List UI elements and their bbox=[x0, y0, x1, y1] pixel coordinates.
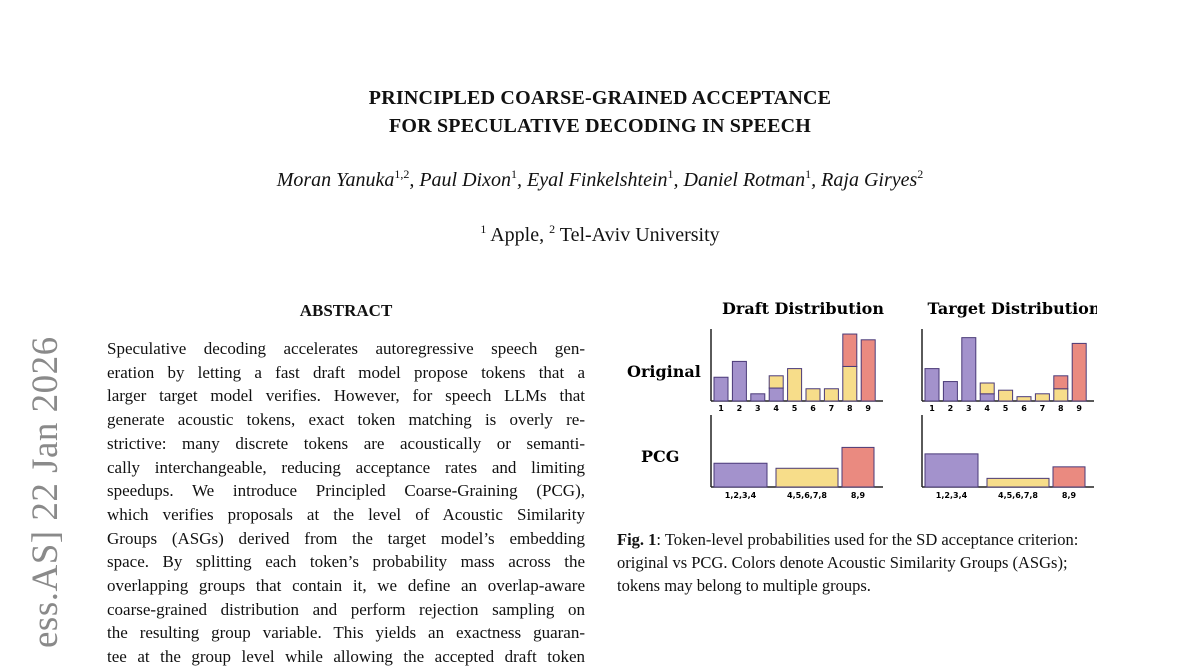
panel-title: Target Distribution bbox=[927, 299, 1097, 318]
abstract-line: Groups (ASGs) derived from the target model’s embedding bbox=[107, 528, 585, 548]
tick-label: 2 bbox=[947, 404, 954, 413]
bar-segment bbox=[999, 390, 1013, 401]
figure-1-chart bbox=[617, 295, 1097, 505]
bar-segment bbox=[751, 394, 765, 401]
affiliation-mark: 1 bbox=[480, 222, 487, 236]
abstract-line: tee at the group level while allowing the accepted draft token bbox=[107, 647, 585, 667]
bar-segment bbox=[732, 361, 746, 401]
tick-label: 4 bbox=[773, 404, 779, 413]
group-bar bbox=[1053, 467, 1085, 487]
group-tick-label: 4,5,6,7,8 bbox=[787, 491, 827, 500]
row-label-original: Original bbox=[627, 362, 701, 381]
group-bar bbox=[842, 447, 874, 487]
title-line-1: PRINCIPLED COARSE-GRAINED ACCEPTANCE bbox=[368, 87, 832, 109]
tick-label: 9 bbox=[1076, 404, 1082, 413]
group-tick-label: 4,5,6,7,8 bbox=[998, 491, 1038, 500]
abstract-line: cally interchangeable, reducing acceptance rates and limiting bbox=[107, 457, 585, 477]
author-affiliation-mark: 1,2 bbox=[394, 167, 410, 181]
abstract-line: speedups. We introduce Principled Coarse-Graining (PCG), bbox=[107, 481, 585, 501]
group-bar bbox=[714, 463, 767, 487]
author-affiliation-mark: 1 bbox=[511, 167, 517, 181]
tick-label: 1 bbox=[718, 404, 724, 413]
bar-segment bbox=[769, 388, 783, 401]
abstract-line: the resulting group variable. This yields an exactness guaran- bbox=[107, 623, 585, 643]
tick-label: 6 bbox=[810, 404, 816, 413]
author-list: Moran Yanuka$^{1,2}$, Paul Dixon$^1$, Eyal Finkelshtein$^1$, Daniel Rotman$^1$, Raja Giryes$^2$ bbox=[276, 167, 924, 191]
group-bar bbox=[925, 454, 978, 487]
abstract-line: eration by letting a fast draft model propose tokens that a bbox=[107, 362, 585, 382]
author-name: Raja Giryes bbox=[821, 169, 918, 191]
tick-label: 9 bbox=[865, 404, 871, 413]
abstract-line: coarse-grained distribution and perform rejection sampling on bbox=[107, 599, 585, 619]
bar-segment bbox=[806, 389, 820, 401]
affiliation-list: $^1$ Apple, $^2$ Tel-Aviv University bbox=[480, 222, 720, 246]
arxiv-stamp: ess.AS] 22 Jan 2026 bbox=[25, 336, 66, 648]
bar-segment bbox=[1054, 389, 1068, 401]
abstract-line: Speculative decoding accelerates autoregressive speech gen- bbox=[107, 339, 585, 358]
abstract-line: overlapping groups that contain it, we define an overlap-aware bbox=[107, 576, 585, 596]
bar-segment bbox=[843, 334, 857, 366]
author-affiliation-mark: 1 bbox=[667, 167, 674, 181]
figure-1 bbox=[617, 295, 1097, 505]
title-line-2: FOR SPECULATIVE DECODING IN SPEECH bbox=[388, 115, 812, 137]
tick-label: 4 bbox=[984, 404, 990, 413]
bar-segment bbox=[714, 377, 728, 401]
group-tick-label: 8,9 bbox=[1061, 491, 1077, 500]
tick-label: 7 bbox=[828, 404, 835, 413]
affiliation-name: Apple bbox=[486, 224, 540, 246]
tick-label: 2 bbox=[736, 404, 743, 413]
abstract-line: strictive: many discrete tokens are acoustically or semanti- bbox=[107, 433, 585, 453]
bar-segment bbox=[1072, 343, 1086, 401]
author-name: Moran Yanuka bbox=[276, 169, 395, 191]
author-name: Daniel Rotman bbox=[683, 169, 806, 191]
bar-segment bbox=[843, 366, 857, 401]
bar-segment bbox=[861, 340, 875, 401]
abstract-line: which verifies proposals at the level of Acoustic Similarity bbox=[107, 504, 585, 524]
tick-label: 5 bbox=[791, 404, 798, 413]
bar-segment bbox=[1035, 394, 1049, 401]
tick-label: 3 bbox=[755, 404, 761, 413]
group-bar bbox=[987, 478, 1049, 487]
tick-label: 1 bbox=[929, 404, 935, 413]
tick-label: 5 bbox=[1002, 404, 1009, 413]
author-affiliation-mark: 2 bbox=[917, 167, 924, 181]
row-label-pcg: PCG bbox=[641, 447, 680, 466]
figure-caption bbox=[617, 528, 1099, 597]
tick-label: 3 bbox=[966, 404, 972, 413]
caption-label: Fig. 1 bbox=[617, 530, 657, 549]
bar-segment bbox=[943, 382, 957, 401]
bar-segment bbox=[980, 383, 994, 394]
bar-segment bbox=[1054, 376, 1068, 389]
abstract-heading: ABSTRACT bbox=[299, 301, 393, 320]
bar-segment bbox=[824, 389, 838, 401]
tick-label: 8 bbox=[1058, 404, 1064, 413]
bar-segment bbox=[925, 369, 939, 401]
author-name: Eyal Finkelshtein bbox=[527, 169, 668, 191]
affiliation-mark: 2 bbox=[549, 222, 556, 236]
group-tick-label: 8,9 bbox=[850, 491, 866, 500]
group-tick-label: 1,2,3,4 bbox=[935, 491, 968, 500]
abstract-text bbox=[107, 337, 585, 669]
bar-segment bbox=[1017, 397, 1031, 401]
group-bar bbox=[776, 468, 838, 487]
bar-segment bbox=[769, 376, 783, 388]
abstract-line: larger target model verifies. However, for speech LLMs that bbox=[107, 386, 585, 406]
tick-label: 6 bbox=[1021, 404, 1027, 413]
affiliation-name: Tel-Aviv University bbox=[555, 224, 720, 246]
bar-segment bbox=[962, 338, 976, 401]
paper-title bbox=[0, 84, 1200, 140]
caption-text: : Token-level probabilities used for the SD acceptance criterion: original vs PCG. Colors denote Acoustic Similarity Groups (ASGs); tokens may belong to multiple groups. bbox=[617, 530, 1079, 595]
author-affiliation-mark: 1 bbox=[805, 167, 812, 181]
bar-segment bbox=[788, 369, 802, 401]
tick-label: 8 bbox=[847, 404, 853, 413]
author-name: Paul Dixon bbox=[419, 169, 511, 191]
abstract-line: space. By splitting each token’s probability mass across the bbox=[107, 552, 585, 572]
tick-label: 7 bbox=[1039, 404, 1046, 413]
panel-title: Draft Distribution bbox=[722, 299, 884, 318]
abstract-line: generate acoustic tokens, exact token matching is overly re- bbox=[107, 410, 585, 430]
bar-segment bbox=[980, 394, 994, 401]
group-tick-label: 1,2,3,4 bbox=[724, 491, 757, 500]
